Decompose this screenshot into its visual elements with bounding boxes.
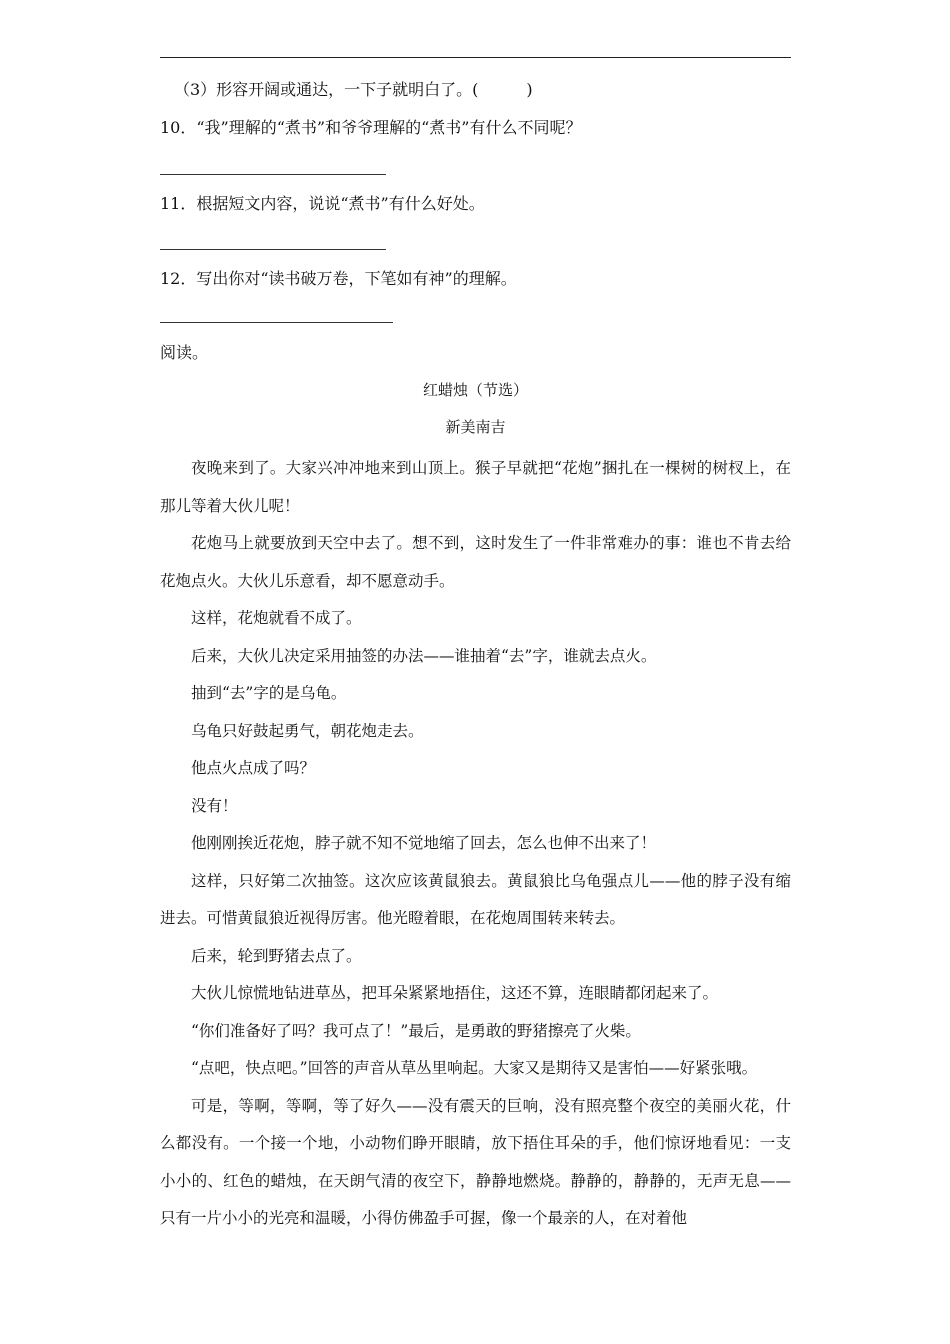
question-10: 10．“我”理解的“煮书”和爷爷理解的“煮书”有什么不同呢？ <box>160 118 582 137</box>
story-paragraph: “你们准备好了吗？我可点了！”最后，是勇敢的野猪擦亮了火柴。 <box>191 1021 641 1040</box>
reading-instruction: 阅读。 <box>160 343 209 362</box>
story-paragraph: 这样，花炮就看不成了。 <box>191 609 362 627</box>
story-paragraph: 夜晚来到了。大家兴冲冲地来到山顶上。猴子早就把“花炮”捆扎在一棵树的树杈上，在那儿等着大伙儿呢！ <box>160 459 791 515</box>
question-9-3: （3）形容开阔或通达，一下子就明白了。( ) <box>174 80 533 99</box>
question-11: 11．根据短文内容，说说“煮书”有什么好处。 <box>160 194 485 213</box>
answer-line-12[interactable] <box>160 322 393 323</box>
story-paragraph: 抽到“去”字的是乌龟。 <box>191 684 347 702</box>
story-paragraph: 他刚刚挨近花炮，脖子就不知不觉地缩了回去，怎么也伸不出来了！ <box>191 834 657 852</box>
story-paragraph: 乌龟只好鼓起勇气，朝花炮走去。 <box>191 721 424 740</box>
story-body <box>160 450 791 1238</box>
story-author: 新美南吉 <box>445 418 506 436</box>
story-paragraph: 大伙儿惊慌地钻进草丛，把耳朵紧紧地捂住，这还不算，连眼睛都闭起来了。 <box>191 984 719 1002</box>
story-paragraph: 后来，大伙儿决定采用抽签的办法——谁抽着“去”字，谁就去点火。 <box>191 646 657 665</box>
story-paragraph: 可是，等啊，等啊，等了好久——没有震天的巨响，没有照亮整个夜空的美丽火花，什么都没有。一个接一个地，小动物们睁开眼睛，放下捂住耳朵的手，他们惊讶地看见：一支小小的、红色的蜡烛，在天朗气清的夜空下，静静地燃烧。静静的，静静的，无声无息——只有一片小小的光亮和温暖，小得仿佛盈手可握，像一个最亲的人，在对着他 <box>160 1096 791 1227</box>
question-12: 12．写出你对“读书破万卷，下笔如有神”的理解。 <box>160 269 517 288</box>
story-paragraph: 花炮马上就要放到天空中去了。想不到，这时发生了一件非常难办的事：谁也不肯去给花炮点火。大伙儿乐意看，却不愿意动手。 <box>160 534 791 590</box>
story-paragraph: 没有！ <box>191 796 238 815</box>
story-paragraph: 他点火点成了吗？ <box>191 759 316 777</box>
story-paragraph: 这样，只好第二次抽签。这次应该黄鼠狼去。黄鼠狼比乌龟强点儿——他的脖子没有缩进去。可惜黄鼠狼近视得厉害。他光瞪着眼，在花炮周围转来转去。 <box>160 871 791 927</box>
answer-line-11[interactable] <box>160 249 386 250</box>
answer-line-10[interactable] <box>160 174 386 175</box>
header-rule <box>160 57 791 58</box>
story-paragraph: 后来，轮到野猪去点了。 <box>191 946 362 965</box>
story-paragraph: “点吧，快点吧。”回答的声音从草丛里响起。大家又是期待又是害怕——好紧张哦。 <box>191 1059 758 1077</box>
story-title: 红蜡烛（节选） <box>422 381 528 399</box>
